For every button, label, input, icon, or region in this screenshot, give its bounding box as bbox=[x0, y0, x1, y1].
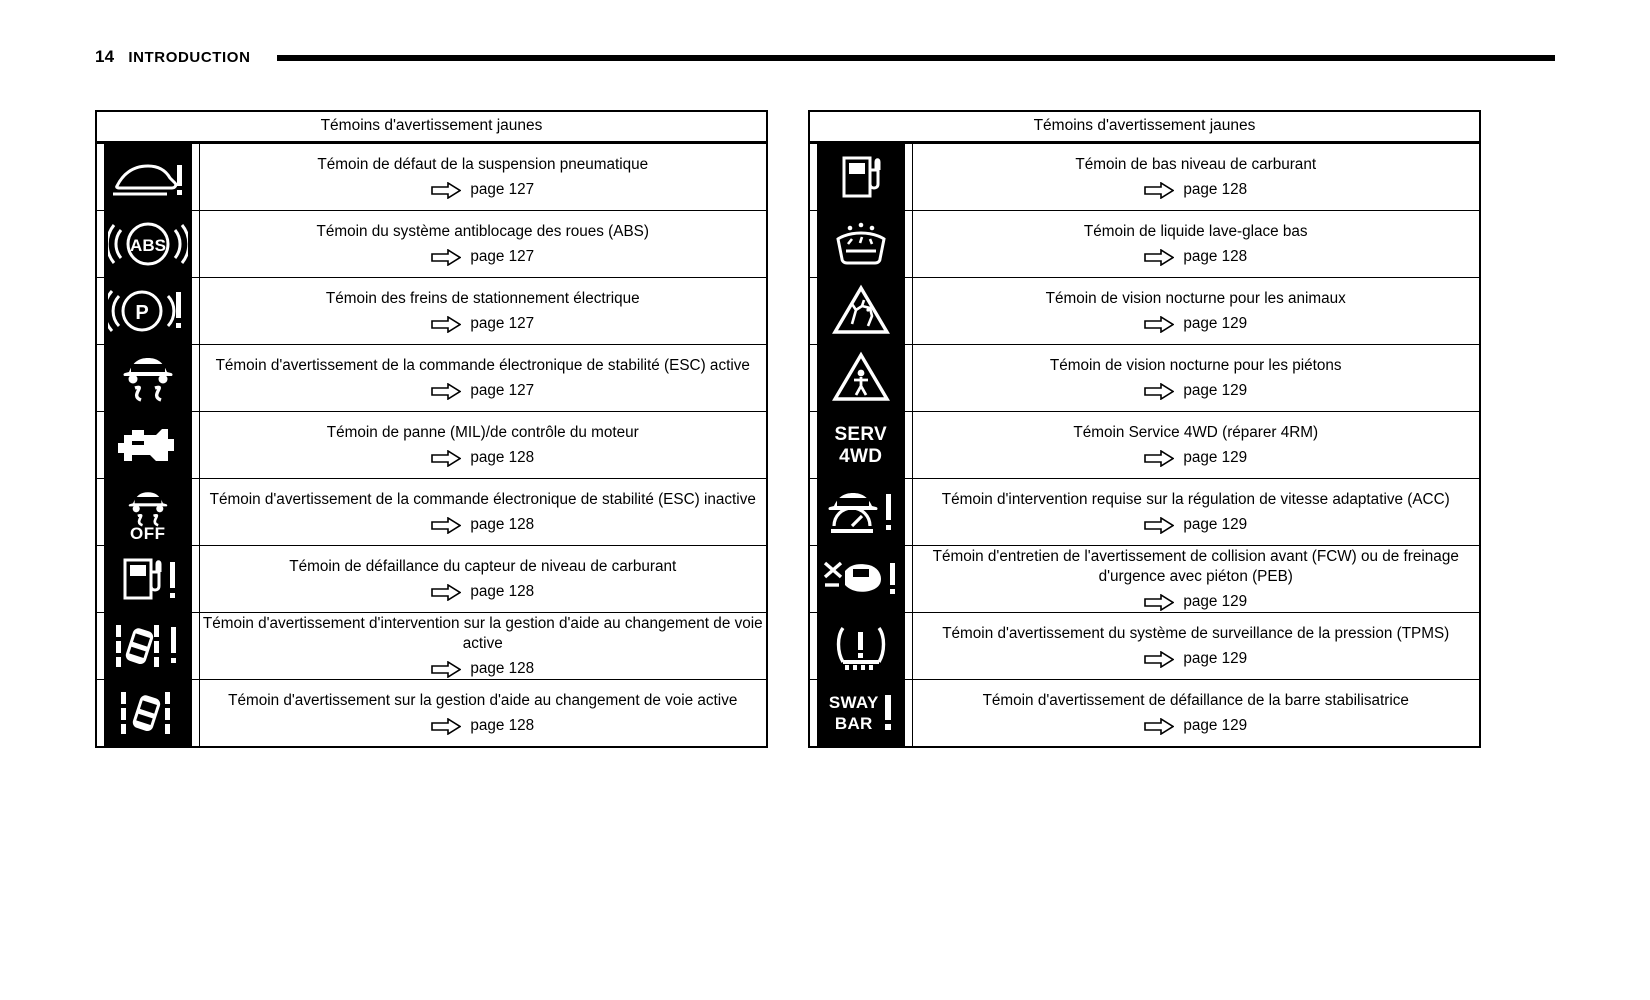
page-link[interactable]: page 128 bbox=[470, 660, 535, 678]
table-row bbox=[96, 613, 767, 680]
page-reference bbox=[200, 660, 767, 678]
table-row bbox=[809, 412, 1480, 479]
page-title: INTRODUCTION bbox=[128, 48, 251, 66]
page-reference bbox=[200, 315, 767, 333]
icon-cell bbox=[809, 613, 912, 680]
serv-4wd-line2: 4WD bbox=[839, 445, 883, 467]
description-cell bbox=[199, 143, 767, 211]
page-link[interactable]: page 127 bbox=[470, 181, 535, 199]
telltale-description: Témoin d'entretien de l'avertissement de collision avant (FCW) ou de freinage d'urgence avec piéton (PEB) bbox=[932, 547, 1459, 585]
right-arrow-outline-icon bbox=[431, 182, 461, 199]
check-engine-mil-icon bbox=[104, 412, 192, 478]
table-row bbox=[809, 278, 1480, 345]
description-cell bbox=[912, 613, 1480, 680]
yellow-warning-lights-table-left bbox=[95, 110, 768, 748]
page-reference bbox=[913, 516, 1480, 534]
right-arrow-outline-icon bbox=[1144, 383, 1174, 400]
table-row bbox=[96, 345, 767, 412]
icon-cell bbox=[96, 211, 199, 278]
telltale-description: Témoin d'avertissement de la commande électronique de stabilité (ESC) inactive bbox=[209, 490, 756, 508]
page-link[interactable]: page 127 bbox=[470, 315, 535, 333]
page-link[interactable]: page 129 bbox=[1183, 315, 1248, 333]
service-4wd-icon bbox=[817, 412, 905, 478]
right-arrow-outline-icon bbox=[1144, 718, 1174, 735]
description-cell bbox=[912, 479, 1480, 546]
description-cell bbox=[199, 680, 767, 748]
table-caption-left: Témoins d'avertissement jaunes bbox=[95, 110, 768, 142]
esc-off-icon bbox=[104, 479, 192, 545]
description-cell bbox=[199, 613, 767, 680]
page-link[interactable]: page 129 bbox=[1183, 382, 1248, 400]
header-divider bbox=[277, 55, 1555, 61]
page-reference bbox=[200, 717, 767, 735]
icon-cell bbox=[96, 345, 199, 412]
icon-cell bbox=[809, 345, 912, 412]
telltale-description: Témoin de panne (MIL)/de contrôle du moteur bbox=[326, 423, 639, 441]
page-link[interactable]: page 127 bbox=[470, 248, 535, 266]
icon-cell bbox=[809, 412, 912, 479]
table-caption-right: Témoins d'avertissement jaunes bbox=[808, 110, 1481, 142]
table-row bbox=[809, 143, 1480, 211]
yellow-warning-lights-table-right bbox=[808, 110, 1481, 748]
page-reference bbox=[913, 650, 1480, 668]
page-link[interactable]: page 128 bbox=[470, 449, 535, 467]
acc-service-required-icon bbox=[817, 479, 905, 545]
icon-cell bbox=[809, 479, 912, 546]
esc-active-icon bbox=[104, 345, 192, 411]
page-link[interactable]: page 128 bbox=[470, 516, 535, 534]
telltale-description: Témoin d'avertissement de la commande électronique de stabilité (ESC) active bbox=[215, 356, 750, 374]
svg-text:P: P bbox=[135, 302, 149, 324]
telltale-description: Témoin d'intervention requise sur la régulation de vitesse adaptative (ACC) bbox=[941, 490, 1450, 508]
telltale-description: Témoin de vision nocturne pour les animaux bbox=[1045, 289, 1346, 307]
low-fuel-icon bbox=[817, 144, 905, 210]
icon-cell bbox=[809, 143, 912, 211]
description-cell bbox=[199, 412, 767, 479]
description-cell bbox=[912, 211, 1480, 278]
table-row bbox=[96, 278, 767, 345]
forward-collision-warning-service-icon bbox=[817, 546, 905, 612]
table-row bbox=[96, 680, 767, 748]
page-reference bbox=[200, 449, 767, 467]
right-arrow-outline-icon bbox=[1144, 517, 1174, 534]
tpms-icon bbox=[817, 613, 905, 679]
page-reference bbox=[913, 181, 1480, 199]
description-cell bbox=[912, 546, 1480, 613]
telltale-description: Témoin d'avertissement du système de surveillance de la pression (TPMS) bbox=[942, 624, 1450, 642]
page-number: 14 bbox=[95, 47, 115, 66]
page-reference bbox=[200, 248, 767, 266]
page-reference bbox=[913, 248, 1480, 266]
icon-cell bbox=[96, 479, 199, 546]
description-cell bbox=[912, 278, 1480, 345]
exclamation-icon bbox=[883, 693, 893, 733]
page-link[interactable]: page 129 bbox=[1183, 593, 1248, 611]
right-arrow-outline-icon bbox=[1144, 249, 1174, 266]
page-reference bbox=[913, 593, 1480, 611]
telltale-description: Témoin de défaillance du capteur de niveau de carburant bbox=[289, 557, 677, 575]
page-reference bbox=[200, 382, 767, 400]
serv-4wd-label bbox=[834, 425, 887, 466]
icon-cell bbox=[809, 680, 912, 748]
right-arrow-outline-icon bbox=[431, 249, 461, 266]
table-row bbox=[96, 211, 767, 278]
telltale-description: Témoin du système antiblocage des roues (ABS) bbox=[316, 222, 649, 240]
right-arrow-outline-icon bbox=[1144, 316, 1174, 333]
lane-keep-assist-icon bbox=[104, 680, 192, 746]
icon-cell bbox=[96, 143, 199, 211]
description-cell bbox=[912, 412, 1480, 479]
left-column bbox=[95, 110, 768, 748]
sway-bar-icon bbox=[817, 680, 905, 746]
page-link[interactable]: page 129 bbox=[1183, 516, 1248, 534]
table-row bbox=[809, 613, 1480, 680]
night-vision-animal-icon bbox=[817, 278, 905, 344]
air-suspension-fault-icon bbox=[104, 144, 192, 210]
page-link[interactable]: page 127 bbox=[470, 382, 535, 400]
icon-cell bbox=[96, 546, 199, 613]
telltale-description: Témoin d'avertissement de défaillance de la barre stabilisatrice bbox=[982, 691, 1409, 709]
page-link[interactable]: page 129 bbox=[1183, 717, 1248, 735]
sway-bar-label-group bbox=[829, 693, 893, 733]
esc-off-label: OFF bbox=[130, 524, 166, 543]
right-arrow-outline-icon bbox=[431, 661, 461, 678]
page-reference bbox=[913, 449, 1480, 467]
abs-icon bbox=[104, 211, 192, 277]
page-link[interactable]: page 128 bbox=[470, 717, 535, 735]
right-arrow-outline-icon bbox=[1144, 450, 1174, 467]
serv-4wd-line1: SERV bbox=[834, 423, 888, 445]
right-arrow-outline-icon bbox=[1144, 182, 1174, 199]
description-cell bbox=[912, 143, 1480, 211]
right-arrow-outline-icon bbox=[431, 584, 461, 601]
page-link[interactable]: page 128 bbox=[470, 583, 535, 601]
right-column bbox=[808, 110, 1481, 748]
right-arrow-outline-icon bbox=[1144, 651, 1174, 668]
right-arrow-outline-icon bbox=[431, 316, 461, 333]
page-reference bbox=[913, 382, 1480, 400]
electric-park-brake-icon bbox=[104, 278, 192, 344]
icon-cell bbox=[96, 613, 199, 680]
description-cell bbox=[199, 211, 767, 278]
right-arrow-outline-icon bbox=[431, 450, 461, 467]
right-arrow-outline-icon bbox=[431, 517, 461, 534]
description-cell bbox=[912, 345, 1480, 412]
icon-cell bbox=[96, 412, 199, 479]
description-cell bbox=[199, 278, 767, 345]
telltale-description: Témoin de vision nocturne pour les piétons bbox=[1049, 356, 1342, 374]
page-link[interactable]: page 129 bbox=[1183, 449, 1248, 467]
icon-cell bbox=[809, 546, 912, 613]
description-cell bbox=[199, 345, 767, 412]
telltale-description: Témoin de bas niveau de carburant bbox=[1075, 155, 1317, 173]
table-row bbox=[809, 546, 1480, 613]
sway-bar-line1: SWAY bbox=[828, 693, 879, 712]
telltale-description: Témoin des freins de stationnement électrique bbox=[325, 289, 640, 307]
page-reference bbox=[200, 516, 767, 534]
table-row bbox=[96, 479, 767, 546]
page-link[interactable]: page 128 bbox=[1183, 181, 1248, 199]
telltale-description: Témoin Service 4WD (réparer 4RM) bbox=[1073, 423, 1319, 441]
icon-cell bbox=[809, 211, 912, 278]
sway-bar-label bbox=[829, 694, 879, 732]
page-link[interactable]: page 129 bbox=[1183, 650, 1248, 668]
sway-bar-line2: BAR bbox=[834, 714, 873, 733]
description-cell bbox=[912, 680, 1480, 748]
right-arrow-outline-icon bbox=[431, 718, 461, 735]
table-row bbox=[96, 412, 767, 479]
fuel-level-sensor-fault-icon bbox=[104, 546, 192, 612]
low-washer-fluid-icon bbox=[817, 211, 905, 277]
page-reference bbox=[913, 717, 1480, 735]
page-header bbox=[95, 44, 1555, 70]
right-arrow-outline-icon bbox=[431, 383, 461, 400]
telltale-description: Témoin de liquide lave-glace bas bbox=[1083, 222, 1308, 240]
table-row bbox=[96, 143, 767, 211]
icon-cell bbox=[809, 278, 912, 345]
icon-cell bbox=[96, 680, 199, 748]
page-link[interactable]: page 128 bbox=[1183, 248, 1248, 266]
page-reference bbox=[913, 315, 1480, 333]
lane-keep-assist-intervention-icon bbox=[104, 613, 192, 679]
svg-text:ABS: ABS bbox=[129, 236, 166, 255]
telltale-description: Témoin d'avertissement sur la gestion d'aide au changement de voie active bbox=[228, 691, 738, 709]
description-cell bbox=[199, 546, 767, 613]
table-row bbox=[809, 680, 1480, 748]
page-reference bbox=[200, 583, 767, 601]
table-row bbox=[96, 546, 767, 613]
telltale-description: Témoin d'avertissement d'intervention sur la gestion d'aide au changement de voie active bbox=[202, 614, 763, 652]
two-column-layout bbox=[95, 110, 1555, 748]
table-row bbox=[809, 345, 1480, 412]
icon-cell bbox=[96, 278, 199, 345]
telltale-description: Témoin de défaut de la suspension pneumatique bbox=[317, 155, 649, 173]
right-arrow-outline-icon bbox=[1144, 594, 1174, 611]
description-cell bbox=[199, 479, 767, 546]
table-row bbox=[809, 211, 1480, 278]
table-row bbox=[809, 479, 1480, 546]
page-reference bbox=[200, 181, 767, 199]
night-vision-pedestrian-icon bbox=[817, 345, 905, 411]
